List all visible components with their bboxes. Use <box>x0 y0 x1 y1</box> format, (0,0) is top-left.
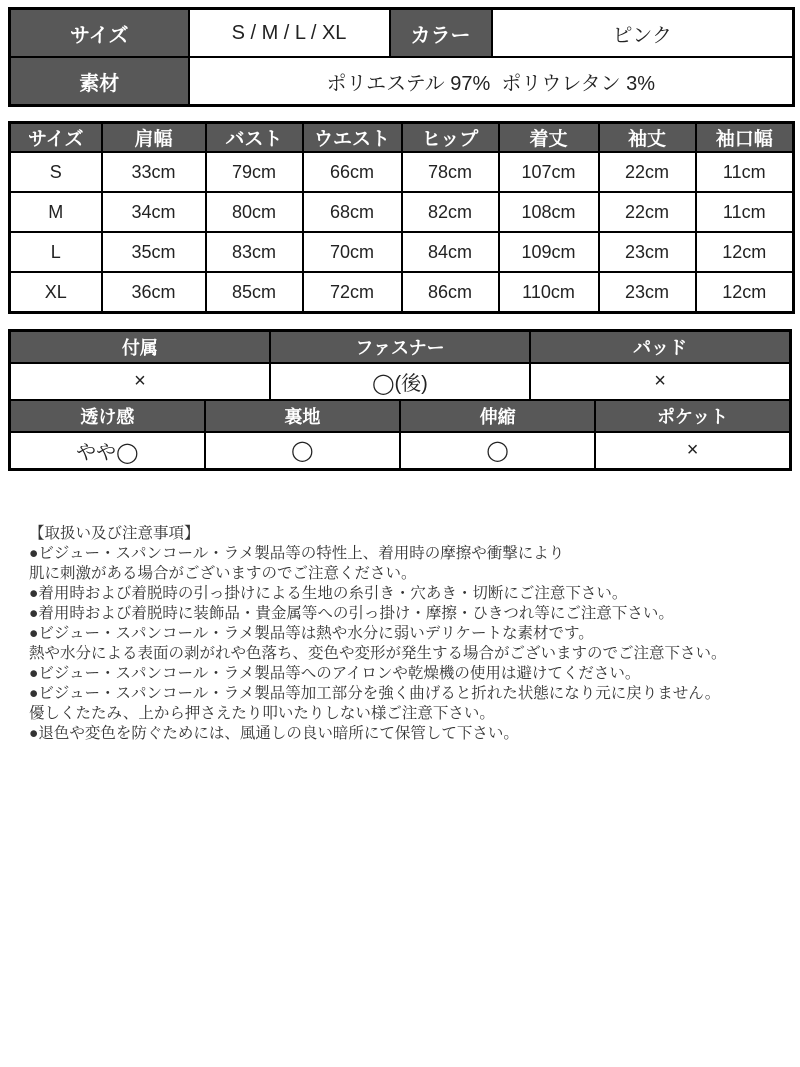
info-row-material <box>10 57 794 106</box>
size-chart-cell: 35cm <box>102 232 206 272</box>
care-notes-line: ●ビジュー・スパンコール・ラメ製品等は熱や水分に弱いデリケートな素材です。 <box>29 625 594 642</box>
spec-value-row-1 <box>10 363 791 400</box>
care-notes <box>29 524 795 744</box>
spec-header-cell: ファスナー <box>270 331 530 364</box>
material-label-cell: 素材 <box>10 57 189 106</box>
care-notes-line: ●着用時および着脱時に装飾品・貴金属等への引っ掛け・摩擦・ひきつれ等にご注意下さい。 <box>29 605 674 622</box>
size-chart-cell: 12cm <box>696 232 794 272</box>
size-chart-cell: 23cm <box>599 232 696 272</box>
size-chart-header-cell: 袖丈 <box>599 123 696 153</box>
size-chart-row-xl <box>10 272 794 313</box>
spec-value-row-2 <box>10 432 791 470</box>
size-chart-header-cell: ウエスト <box>303 123 402 153</box>
spec-table <box>8 329 792 471</box>
size-chart-cell: 68cm <box>303 192 402 232</box>
info-row-size-color <box>10 9 794 58</box>
care-notes-line: 肌に刺激がある場合がございますのでご注意ください。 <box>29 565 417 582</box>
size-chart-header-cell: 着丈 <box>499 123 599 153</box>
size-chart-cell: 82cm <box>402 192 499 232</box>
size-chart-cell: 34cm <box>102 192 206 232</box>
spec-header-cell: 裏地 <box>205 400 400 432</box>
spec-value-cell: ◯ <box>400 432 595 470</box>
spec-header-cell: 透け感 <box>10 400 205 432</box>
size-chart-cell: 11cm <box>696 192 794 232</box>
size-chart-cell: 22cm <box>599 152 696 192</box>
size-chart-cell: 85cm <box>206 272 303 313</box>
spec-header-cell: 付属 <box>10 331 270 364</box>
size-chart-cell: 22cm <box>599 192 696 232</box>
color-label-cell: カラー <box>390 9 492 58</box>
care-notes-line: ●退色や変色を防ぐためには、風通しの良い暗所にて保管して下さい。 <box>29 725 519 742</box>
size-chart-row-l <box>10 232 794 272</box>
care-notes-line: ●ビジュー・スパンコール・ラメ製品等加工部分を強く曲げると折れた状態になり元に戻りません。 <box>29 685 721 702</box>
spec-value-cell: × <box>595 432 790 470</box>
size-chart-header-row <box>10 123 794 153</box>
size-chart-row-s <box>10 152 794 192</box>
size-chart-header-cell: 肩幅 <box>102 123 206 153</box>
size-chart-cell: 70cm <box>303 232 402 272</box>
care-notes-line: 熱や水分による表面の剥がれや色落ち、変色や変形が発生する場合がございますのでご注意下さい。 <box>29 645 727 662</box>
size-value-cell: S / M / L / XL <box>189 9 390 58</box>
care-notes-line: ●ビジュー・スパンコール・ラメ製品等へのアイロンや乾燥機の使用は避けてください。 <box>29 665 641 682</box>
size-chart-cell: 72cm <box>303 272 402 313</box>
size-chart-cell: 23cm <box>599 272 696 313</box>
spec-value-cell: ◯ <box>205 432 400 470</box>
care-notes-line: ●ビジュー・スパンコール・ラメ製品等の特性上、着用時の摩擦や衝撃により <box>29 545 565 562</box>
size-chart-header-cell: ヒップ <box>402 123 499 153</box>
spec-value-cell: × <box>530 363 790 400</box>
care-notes-line: 優しくたたみ、上から押さえたり叩いたりしない様ご注意下さい。 <box>29 705 495 722</box>
size-chart-cell: 33cm <box>102 152 206 192</box>
size-chart-cell: 109cm <box>499 232 599 272</box>
spec-header-row-1 <box>10 331 791 364</box>
spec-header-cell: ポケット <box>595 400 790 432</box>
size-chart-header-cell: サイズ <box>10 123 102 153</box>
size-chart-header-cell: バスト <box>206 123 303 153</box>
size-chart-cell: 12cm <box>696 272 794 313</box>
size-chart-cell: 84cm <box>402 232 499 272</box>
size-chart-cell: 78cm <box>402 152 499 192</box>
care-notes-line: ●着用時および着脱時の引っ掛けによる生地の糸引き・穴あき・切断にご注意下さい。 <box>29 585 628 602</box>
size-chart-cell: 108cm <box>499 192 599 232</box>
spec-header-cell: パッド <box>530 331 790 364</box>
spec-value-cell: やや◯ <box>10 432 205 470</box>
size-chart-cell: 11cm <box>696 152 794 192</box>
size-chart-table <box>8 121 795 314</box>
size-chart-row-m <box>10 192 794 232</box>
size-chart-cell: 83cm <box>206 232 303 272</box>
size-chart-cell: 110cm <box>499 272 599 313</box>
spec-header-row-2 <box>10 400 791 432</box>
size-chart-cell: 36cm <box>102 272 206 313</box>
material-value-cell: ポリエステル 97% ポリウレタン 3% <box>189 57 794 106</box>
size-label-cell: サイズ <box>10 9 189 58</box>
care-notes-title: 【取扱い及び注意事項】 <box>29 525 200 542</box>
size-chart-cell: 79cm <box>206 152 303 192</box>
size-chart-header-cell: 袖口幅 <box>696 123 794 153</box>
size-chart-cell: 80cm <box>206 192 303 232</box>
size-chart-cell: 66cm <box>303 152 402 192</box>
spec-value-cell: × <box>10 363 270 400</box>
spec-value-cell: ◯(後) <box>270 363 530 400</box>
product-info-table <box>8 7 795 107</box>
size-chart-cell: L <box>10 232 102 272</box>
size-chart-cell: 86cm <box>402 272 499 313</box>
spec-header-cell: 伸縮 <box>400 400 595 432</box>
color-value-cell: ピンク <box>492 9 794 58</box>
size-chart-cell: S <box>10 152 102 192</box>
size-chart-cell: 107cm <box>499 152 599 192</box>
size-chart-cell: XL <box>10 272 102 313</box>
size-chart-cell: M <box>10 192 102 232</box>
